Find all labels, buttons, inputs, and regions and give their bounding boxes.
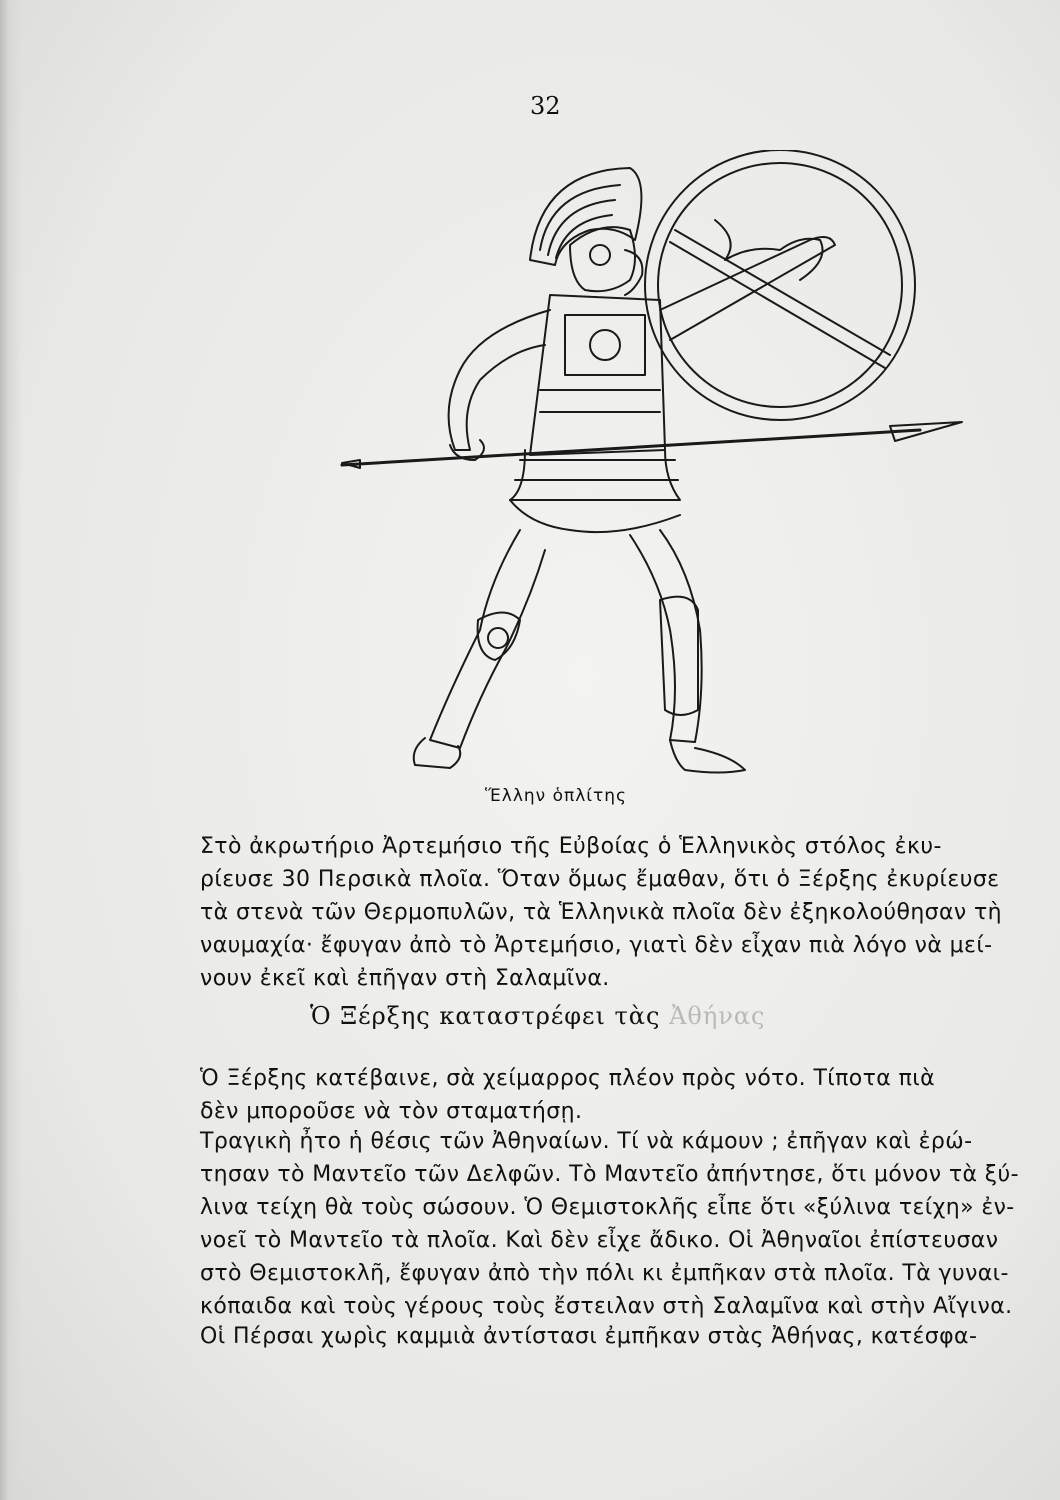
text-line: στὸ Θεμιστοκλῆ, ἔφυγαν ἀπὸ τὴν πόλι κι ἐμπῆκαν στὰ πλοῖα. Τὰ γυναι- [200, 1261, 1009, 1286]
hoplite-illustration [330, 150, 970, 790]
text-line: Ὁ Ξέρξης κατέβαινε, σὰ χείμαρρος πλέον πρὸς νότο. Τίποτα πιὰ [200, 1066, 935, 1091]
armor-drawing [510, 295, 680, 532]
figure-caption: Ἕλλην ὁπλίτης [485, 786, 628, 806]
shield-drawing [645, 150, 915, 420]
spear-drawing [342, 422, 962, 468]
text-line: νουν ἐκεῖ καὶ ἐπῆγαν στὴ Σαλαμῖνα. [200, 966, 610, 991]
text-line: δὲν μποροῦσε νὰ τὸν σταματήσῃ. [200, 1099, 583, 1124]
text-line: νοεῖ τὸ Μαντεῖο τὰ πλοῖα. Καὶ δὲν εἶχε ἄδικο. Οἱ Ἀθηναῖοι ἐπίστευσαν [200, 1228, 999, 1253]
paragraph-artemisium [130, 830, 1020, 995]
text-line: τὰ στενὰ τῶν Θερμοπυλῶν, τὰ Ἑλληνικὰ πλοῖα δὲν ἐξηκολούθησαν τὴ [200, 900, 1002, 925]
heading-text: Ὁ Ξέρξης καταστρέφει τὰς [310, 1002, 661, 1030]
section-heading [310, 1002, 870, 1030]
page-number: 32 [530, 92, 561, 120]
paragraph-oracle [130, 1125, 1020, 1323]
text-line: Τραγικὴ ἦτο ἡ θέσις τῶν Ἀθηναίων. Τί νὰ κάμουν ; ἐπῆγαν καὶ ἐρώ- [200, 1129, 973, 1154]
text-line: Οἱ Πέρσαι χωρὶς καμμιὰ ἀντίστασι ἐμπῆκαν στὰς Ἀθήνας, κατέσφα- [200, 1324, 978, 1349]
text-line: Στὸ ἀκρωτήριο Ἀρτεμήσιο τῆς Εὐβοίας ὁ Ἑλληνικὸς στόλος ἐκυ- [200, 834, 942, 859]
text-line: λινα τείχη θὰ τοὺς σώσουν. Ὁ Θεμιστοκλῆς εἶπε ὅτι «ξύλινα τείχη» ἐν- [200, 1195, 1015, 1220]
text-line: κόπαιδα καὶ τοὺς γέρους τοὺς ἔστειλαν στὴ Σαλαμῖνα καὶ στὴν Αἴγινα. [200, 1294, 1013, 1319]
helmet-drawing [530, 168, 642, 295]
text-line: τησαν τὸ Μαντεῖο τῶν Δελφῶν. Τὸ Μαντεῖο ἀπήντησε, ὅτι μόνον τὰ ξύ- [200, 1162, 1019, 1187]
page-edge-shadow [0, 0, 22, 1500]
text-line: ρίευσε 30 Περσικὰ πλοῖα. Ὅταν ὅμως ἔμαθαν, ὅτι ὁ Ξέρξης ἐκυρίευσε [200, 867, 1000, 892]
paragraph-xerxes [130, 1062, 1020, 1128]
paragraph-persians [130, 1320, 1020, 1353]
heading-faded-text: Ἀθήνας [669, 1002, 766, 1030]
legs-drawing [414, 530, 745, 773]
text-line: ναυμαχία· ἔφυγαν ἀπὸ τὸ Ἀρτεμήσιο, γιατὶ δὲν εἶχαν πιὰ λόγο νὰ μεί- [200, 933, 993, 958]
